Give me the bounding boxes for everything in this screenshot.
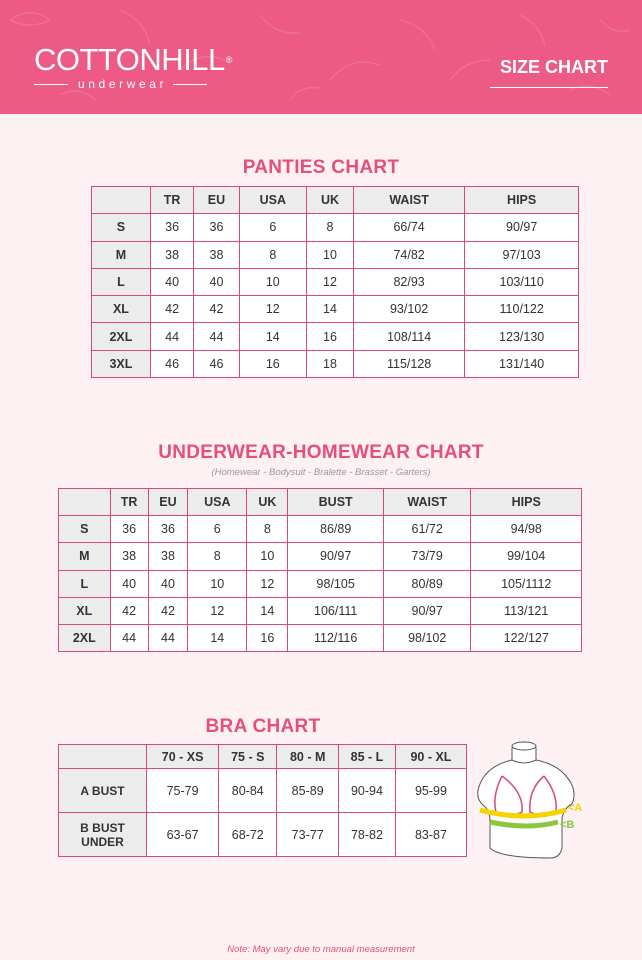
table-cell: 78-82	[338, 813, 395, 857]
table-row	[92, 268, 579, 295]
table-cell: 14	[307, 296, 354, 323]
table-row	[59, 769, 467, 813]
table-cell: 10	[247, 543, 288, 570]
table-cell: 98/105	[288, 570, 384, 597]
table-cell: 40	[110, 570, 148, 597]
column-header: TR	[110, 489, 148, 516]
brand-subtitle: underwear	[78, 77, 168, 91]
column-header: WAIST	[353, 187, 464, 214]
column-header: 90 - XL	[395, 745, 466, 769]
table-cell: 42	[194, 296, 239, 323]
table-cell: 8	[247, 516, 288, 543]
row-header: S	[92, 214, 151, 241]
row-header	[59, 813, 147, 857]
table-cell: 86/89	[288, 516, 384, 543]
table-cell: 16	[307, 323, 354, 350]
brand-tm: ®	[225, 55, 232, 65]
table-cell: 75-79	[147, 769, 219, 813]
table-cell: 44	[194, 323, 239, 350]
row-header: XL	[92, 296, 151, 323]
row-header-line1: A BUST	[80, 783, 125, 798]
panties-chart-title: PANTIES CHART	[242, 157, 400, 178]
column-header: 85 - L	[338, 745, 395, 769]
table-cell: 36	[148, 516, 188, 543]
table-cell: 12	[307, 268, 354, 295]
table-cell: 68-72	[219, 813, 277, 857]
table-cell: 83-87	[395, 813, 466, 857]
brand-logo	[34, 44, 232, 91]
table-cell: 46	[150, 350, 193, 377]
table-cell: 63-67	[147, 813, 219, 857]
table-cell: 112/116	[288, 624, 384, 651]
column-header: 70 - XS	[147, 745, 219, 769]
table-cell: 12	[247, 570, 288, 597]
table-cell: 105/1112	[471, 570, 582, 597]
table-cell: 42	[110, 597, 148, 624]
column-header: UK	[247, 489, 288, 516]
row-header-line1: B BUST	[80, 820, 125, 835]
footnote: Note: May vary due to manual measurement	[227, 944, 415, 955]
table-cell: 42	[148, 597, 188, 624]
table-cell: 10	[307, 241, 354, 268]
table-cell: 8	[188, 543, 247, 570]
table-row	[92, 350, 579, 377]
table-cell: 10	[239, 268, 306, 295]
table-cell: 115/128	[353, 350, 464, 377]
table-cell: 36	[194, 214, 239, 241]
row-header: 2XL	[59, 624, 111, 651]
brand-name: COTTONHILL	[34, 42, 225, 77]
table-cell: 85-89	[277, 769, 339, 813]
table-cell: 94/98	[471, 516, 582, 543]
table-cell: 99/104	[471, 543, 582, 570]
table-cell: 8	[307, 214, 354, 241]
table-cell: 131/140	[465, 350, 579, 377]
table-cell: 103/110	[465, 268, 579, 295]
table-cell: 90/97	[288, 543, 384, 570]
table-cell: 80-84	[219, 769, 277, 813]
table-cell: 93/102	[353, 296, 464, 323]
table-row	[92, 296, 579, 323]
row-header	[59, 769, 147, 813]
column-header: WAIST	[383, 489, 470, 516]
table-cell: 44	[148, 624, 188, 651]
marker-a-label: <A	[568, 802, 583, 814]
table-cell: 12	[239, 296, 306, 323]
table-cell: 82/93	[353, 268, 464, 295]
column-header: EU	[148, 489, 188, 516]
table-cell: 38	[194, 241, 239, 268]
table-cell: 73-77	[277, 813, 339, 857]
title-underline	[490, 87, 608, 88]
table-cell: 98/102	[383, 624, 470, 651]
table-cell: 90/97	[383, 597, 470, 624]
row-header: L	[59, 570, 111, 597]
table-cell: 36	[150, 214, 193, 241]
underwear-chart-title: UNDERWEAR-HOMEWEAR CHART	[158, 442, 484, 463]
row-header: L	[92, 268, 151, 295]
column-header: 80 - M	[277, 745, 339, 769]
column-header: USA	[239, 187, 306, 214]
column-header: 75 - S	[219, 745, 277, 769]
table-cell: 61/72	[383, 516, 470, 543]
table-row	[59, 570, 582, 597]
row-header: S	[59, 516, 111, 543]
column-header: BUST	[288, 489, 384, 516]
table-row	[59, 624, 582, 651]
table-row	[92, 323, 579, 350]
table-header-row	[59, 489, 582, 516]
column-header: UK	[307, 187, 354, 214]
underwear-chart-subtitle: (Homewear - Bodysuit - Bralette - Brasset - Garters)	[211, 467, 431, 478]
table-cell: 113/121	[471, 597, 582, 624]
table-cell: 66/74	[353, 214, 464, 241]
brand-line-left	[34, 84, 68, 85]
table-cell: 44	[110, 624, 148, 651]
table-row	[59, 813, 467, 857]
header-banner	[0, 0, 642, 114]
bra-chart-title: BRA CHART	[205, 716, 321, 737]
row-header: M	[59, 543, 111, 570]
table-cell: 97/103	[465, 241, 579, 268]
table-cell: 106/111	[288, 597, 384, 624]
table-cell: 108/114	[353, 323, 464, 350]
table-cell: 90/97	[465, 214, 579, 241]
table-cell: 6	[188, 516, 247, 543]
column-header: USA	[188, 489, 247, 516]
table-cell: 16	[247, 624, 288, 651]
table-cell: 36	[110, 516, 148, 543]
table-cell: 6	[239, 214, 306, 241]
table-cell: 16	[239, 350, 306, 377]
table-row	[59, 597, 582, 624]
table-cell: 95-99	[395, 769, 466, 813]
mannequin-illustration	[472, 738, 594, 862]
row-header: 3XL	[92, 350, 151, 377]
table-corner	[59, 489, 111, 516]
table-row	[92, 241, 579, 268]
row-header: 2XL	[92, 323, 151, 350]
table-cell: 38	[110, 543, 148, 570]
table-row	[92, 214, 579, 241]
table-corner	[92, 187, 151, 214]
table-row	[59, 543, 582, 570]
table-header-row	[92, 187, 579, 214]
column-header: HIPS	[465, 187, 579, 214]
table-cell: 73/79	[383, 543, 470, 570]
table-corner	[59, 745, 147, 769]
table-cell: 38	[150, 241, 193, 268]
row-header: XL	[59, 597, 111, 624]
table-cell: 38	[148, 543, 188, 570]
table-cell: 14	[188, 624, 247, 651]
table-cell: 46	[194, 350, 239, 377]
table-cell: 14	[247, 597, 288, 624]
table-cell: 80/89	[383, 570, 470, 597]
page-title: SIZE CHART	[500, 57, 608, 77]
row-header-line2: UNDER	[81, 834, 124, 849]
table-cell: 12	[188, 597, 247, 624]
row-header: M	[92, 241, 151, 268]
table-cell: 90-94	[338, 769, 395, 813]
table-cell: 40	[148, 570, 188, 597]
table-header-row	[59, 745, 467, 769]
table-cell: 44	[150, 323, 193, 350]
table-cell: 14	[239, 323, 306, 350]
table-cell: 123/130	[465, 323, 579, 350]
marker-b-label: <B	[560, 819, 575, 831]
column-header: EU	[194, 187, 239, 214]
panties-table	[91, 186, 579, 378]
brand-line-right	[173, 84, 207, 85]
table-cell: 18	[307, 350, 354, 377]
table-cell: 40	[194, 268, 239, 295]
table-cell: 110/122	[465, 296, 579, 323]
bra-table	[58, 744, 467, 857]
table-cell: 8	[239, 241, 306, 268]
table-row	[59, 516, 582, 543]
underwear-table	[58, 488, 582, 652]
table-cell: 40	[150, 268, 193, 295]
table-cell: 10	[188, 570, 247, 597]
table-cell: 122/127	[471, 624, 582, 651]
column-header: HIPS	[471, 489, 582, 516]
table-cell: 74/82	[353, 241, 464, 268]
table-cell: 42	[150, 296, 193, 323]
column-header: TR	[150, 187, 193, 214]
